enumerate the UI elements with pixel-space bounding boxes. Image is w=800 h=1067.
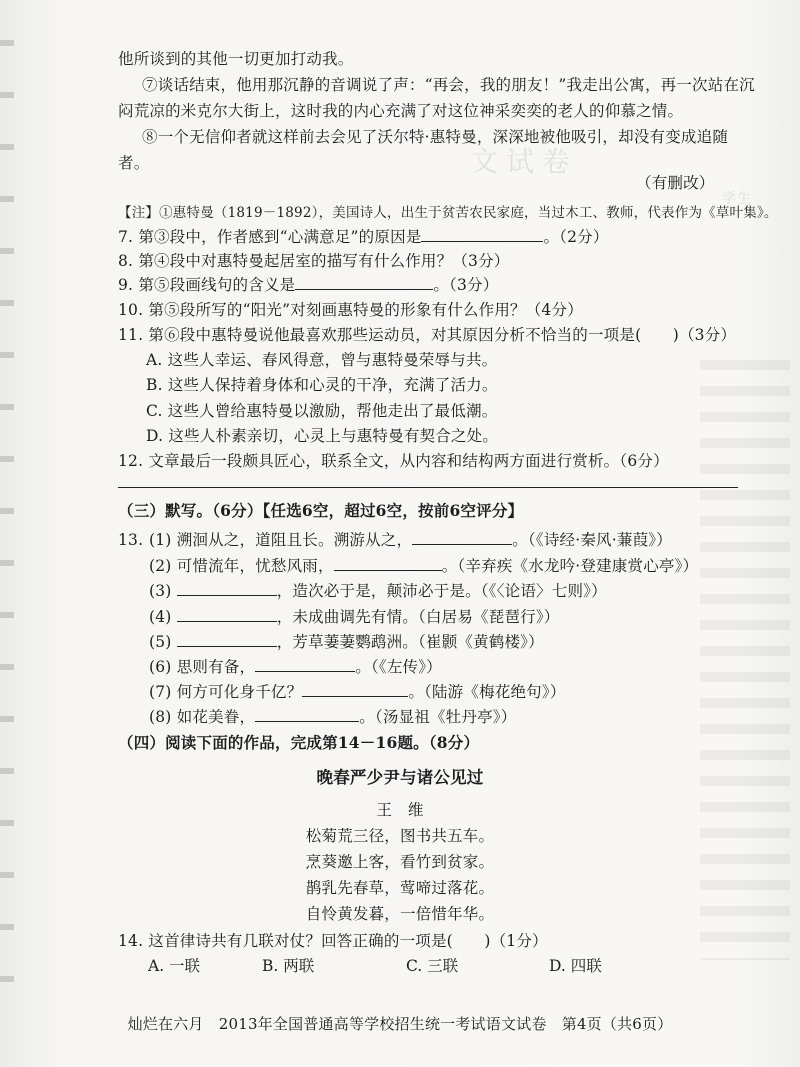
question-9: 9. 第⑤段画线句的含义是 。（3分）: [118, 276, 499, 294]
poem-author: 王 维: [376, 801, 424, 819]
paragraph-7-line-2: 闷荒凉的米克尔大街上，这时我的内心充满了对这位神采奕奕的老人的仰慕之情。: [118, 102, 684, 120]
dictation-item-8: (8) 如花美眷， 。（汤显祖《牡丹亭》）: [149, 708, 517, 726]
dictation-blank-5[interactable]: [177, 632, 277, 647]
dictation-item-6: (6) 思则有备， 。（《左传》）: [149, 658, 442, 676]
q13-label: 13.: [118, 531, 144, 549]
q11-option-c[interactable]: C. 这些人曾给惠特曼以激励，帮他走出了最低潮。: [146, 402, 498, 420]
dictation-item-1: (1) 溯洄从之，道阻且长。溯游从之， 。（《诗经·秦风·蒹葭》）: [149, 531, 672, 549]
q14-option-a[interactable]: A. 一联: [148, 957, 201, 975]
q11-option-b[interactable]: B. 这些人保持着身体和心灵的干净，充满了活力。: [146, 376, 498, 394]
q14-option-b[interactable]: B. 两联: [262, 957, 315, 975]
poem-line-2: 烹葵邀上客，看竹到贫家。: [305, 853, 495, 871]
dictation-blank-7[interactable]: [302, 682, 408, 697]
dictation-header: （三）默写。（6分）【任选6空，超过6空，按前6空评分】: [118, 501, 524, 520]
q11-option-d[interactable]: D. 这些人朴素亲切，心灵上与惠特曼有契合之处。: [146, 427, 499, 445]
dictation-blank-6[interactable]: [255, 657, 355, 672]
page-footer: 灿烂在六月 2013年全国普通高等学校招生统一考试语文试卷 第4页（共6页）: [127, 1015, 673, 1033]
bleed-side-note: 学生: [722, 191, 752, 207]
dictation-blank-2[interactable]: [334, 556, 442, 571]
poem-line-1: 松菊荒三径，图书共五车。: [305, 827, 495, 845]
dictation-blank-4[interactable]: [177, 607, 277, 622]
dictation-item-5: (5) ，芳草萋萋鹦鹉洲。（崔颢《黄鹤楼》）: [149, 633, 544, 651]
question-8: 8. 第④段中对惠特曼起居室的描写有什么作用？（3分）: [118, 252, 510, 270]
question-12: 12. 文章最后一段颇具匠心，联系全文，从内容和结构两方面进行赏析。（6分）: [118, 452, 669, 470]
dictation-blank-8[interactable]: [255, 707, 359, 722]
source-note: （有删改）: [636, 174, 715, 192]
answer-blank-7[interactable]: [421, 227, 543, 242]
paragraph-7-line-1: ⑦谈话结束，他用那沉静的音调说了声：“再会，我的朋友！”我走出公寓，再一次站在沉: [142, 76, 755, 94]
dictation-blank-3[interactable]: [177, 581, 277, 596]
passage-continuation: 他所谈到的其他一切更加打动我。: [118, 50, 354, 68]
q14-option-c[interactable]: C. 三联: [406, 957, 459, 975]
question-14: 14. 这首律诗共有几联对仗？回答正确的一项是( )（1分）: [118, 932, 548, 950]
dictation-item-7: (7) 何方可化身千亿？ 。（陆游《梅花绝句》）: [149, 683, 566, 701]
poem-line-3: 鹊乳先春草，莺啼过落花。: [305, 879, 495, 897]
answer-blank-9[interactable]: [295, 275, 433, 290]
dictation-item-3: (3) ，造次必于是，颠沛必于是。（《〈论语〉七则》）: [149, 582, 607, 600]
answer-line-12[interactable]: [118, 487, 738, 488]
bleed-heading: 文试卷: [470, 145, 579, 178]
poem-title: 晚春严少尹与诸公见过: [316, 768, 484, 787]
question-11: 11. 第⑥段中惠特曼说他最喜欢那些运动员，对其原因分析不恰当的一项是( )（3分）: [118, 326, 737, 344]
q14-option-d[interactable]: D. 四联: [549, 957, 602, 975]
dictation-blank-1[interactable]: [412, 530, 512, 545]
paragraph-8-line-2: 者。: [118, 154, 150, 172]
dictation-item-4: (4) ，未成曲调先有情。（白居易《琵琶行》）: [149, 608, 560, 626]
poem-section-header: （四）阅读下面的作品，完成第14－16题。（8分）: [118, 733, 480, 752]
paragraph-8-line-1: ⑧一个无信仰者就这样前去会见了沃尔特·惠特曼，深深地被他吸引，却没有变成追随: [142, 128, 729, 146]
q11-option-a[interactable]: A. 这些人幸运、春风得意，曾与惠特曼荣辱与共。: [146, 351, 498, 369]
question-7: 7. 第③段中，作者感到“心满意足”的原因是 。（2分）: [118, 228, 609, 246]
poem-line-4: 自怜黄发暮，一倍惜年华。: [305, 905, 495, 923]
dictation-item-2: (2) 可惜流年，忧愁风雨， 。（辛弃疾《水龙吟·登建康赏心亭》）: [149, 557, 699, 575]
question-10: 10. 第⑤段所写的“阳光”对刻画惠特曼的形象有什么作用？（4分）: [118, 301, 583, 319]
footnote: 【注】①惠特曼（1819－1892），美国诗人，出生于贫苦农民家庭，当过木工、教师，代表作为《草叶集》。: [118, 205, 778, 221]
